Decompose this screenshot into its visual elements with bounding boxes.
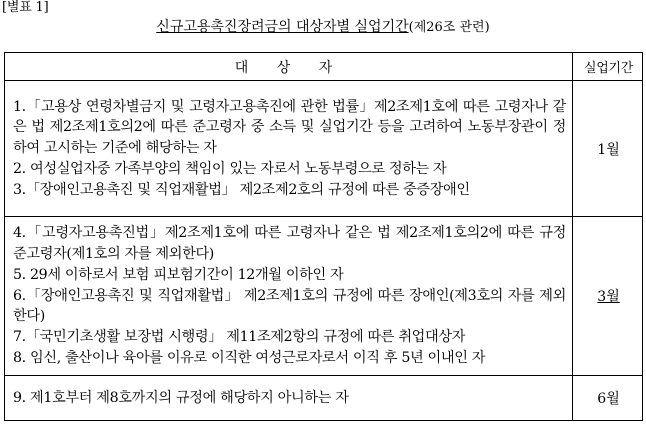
annex-label: [별표 1] (2, 0, 49, 15)
title-sub: (제26조 관련) (408, 20, 490, 35)
period-cell (573, 217, 643, 376)
list-item: 1.「고용상 연령차별금지 및 고령자고용촉진에 관한 법률」제2조제1호에 따른 고령자나 같은 법 제2조제1호의2에 따른 준고령자 중 소득 및 실업기간 등을 고려하여 노동부장관이 정하여 고시하는 기준에 해당하는 자 (13, 98, 566, 157)
list-item: 9. 제1호부터 제8호까지의 규정에 해당하지 아니하는 자 (13, 389, 349, 406)
table-header-row (5, 53, 643, 81)
list-item: 4.「고령자고용촉진법」제2조제1호에 따른 고령자나 같은 법 제2조제1호의2에 따른 규정 준고령자(제1호의 자를 제외한다) (13, 225, 566, 262)
period-value: 3월 (597, 289, 620, 305)
list-item: 8. 임신, 출산이나 육아를 이유로 이직한 여성근로자로서 이직 후 5년 이내인 자 (13, 349, 486, 366)
header-target: 대 상 자 (5, 53, 573, 81)
period-cell: 1월 (573, 81, 643, 217)
table-row (5, 376, 643, 421)
list-item: 7.「국민기초생활 보장법 시행령」 제11조제2항의 규정에 따른 취업대상자 (13, 329, 466, 346)
list-item: 3.「장애인고용촉진 및 직업재활법」 제2조제2호의 규정에 따른 중증장애인 (13, 181, 470, 198)
header-period: 실업기간 (573, 53, 643, 81)
list-item: 5. 29세 이하로서 보험 피보험기간이 12개월 이하인 자 (13, 266, 344, 283)
target-cell (5, 81, 573, 217)
list-item: 2. 여성실업자중 가족부양의 책임이 있는 자로서 노동부령으로 정하는 자 (13, 160, 447, 177)
period-cell: 6월 (573, 376, 643, 421)
target-cell (5, 217, 573, 376)
list-item: 6.「장애인고용촉진 및 직업재활법」 제2조제1호의 규정에 따른 장애인(제3호의 자를 제외한다) (13, 287, 566, 325)
document-title (0, 18, 646, 37)
target-cell (5, 376, 573, 421)
table-row (5, 217, 643, 376)
title-main: 신규고용촉진장려금의 대상자별 실업기간 (156, 19, 409, 35)
unemployment-period-table (4, 52, 643, 421)
table-row (5, 81, 643, 217)
